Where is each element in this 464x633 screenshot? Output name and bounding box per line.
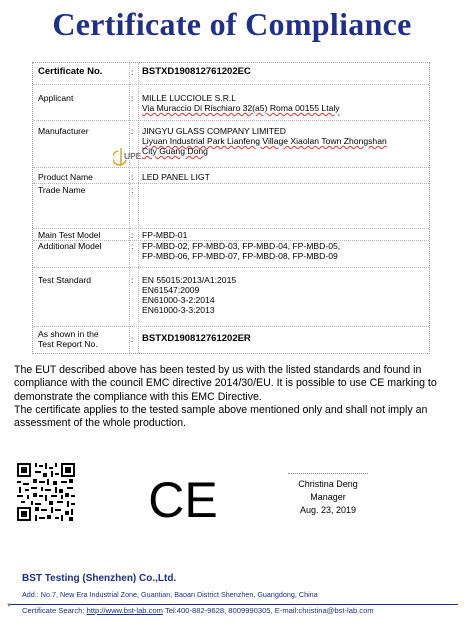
certificate-search-link[interactable]: http://www.bst-lab.com [86,606,163,615]
footer-tel: Tel:400-882-9628, 8009990305, [164,606,273,615]
label-additional-model: Additional Model [38,241,102,251]
footer-address: Add.: No.7, New Era Industrial Zone, Guantian, Baoan District Shenzhen, Guangdong, China [22,590,318,599]
value-applicant-address: Via Muraccio Di Rischiaro 32(a5) Roma 00155 Ltaly [142,103,340,113]
certificate-search-label: Certificate Search: [22,606,85,615]
upe-logo-text: UPE [124,151,142,161]
statement-paragraph-1: The EUT described above has been tested by us with the listed standards and found in compliance with the council EMC directive 2014/30/EU. It is possible to use CE marking to demonstrate the compliance with this EMC Directive. [14,364,437,403]
value-test-standard-2: EN61547:2009 [142,285,200,295]
value-test-standard-3: EN61000-3-2:2014 [142,295,215,305]
label-product-name: Product Name [38,172,93,182]
signature-date: Aug. 23, 2019 [299,505,357,515]
value-manufacturer-address-2: City Guang Dong [142,146,208,156]
footer-email: E-mail:christina@bst-lab.com [274,606,374,615]
footer-divider [8,604,458,605]
label-main-test-model: Main Test Model [38,230,101,240]
value-product-name: LED PANEL LIGT [142,172,210,182]
column-divider [138,63,139,353]
signatory-role: Manager [310,492,346,502]
compliance-statement [14,364,444,430]
label-test-report-2: Test Report No. [38,339,98,349]
signature-line [288,473,368,474]
value-main-test-model: FP-MBD-01 [142,230,188,240]
upe-logo [113,142,153,168]
value-test-report-no: BSTXD190812761202ER [142,333,251,344]
certificate-title: Certificate of Compliance [52,6,412,42]
ce-mark [145,473,221,525]
value-certificate-no: BSTXD190812761202EC [142,66,251,77]
footer-contact [22,606,374,615]
value-additional-model-2: FP-MBD-06, FP-MBD-07, FP-MBD-08, FP-MBD-09 [142,251,338,261]
ce-mark-text: CE [148,473,218,525]
label-manufacturer: Manufacturer [38,126,89,136]
signatory-name: Christina Deng [298,479,358,489]
value-applicant-name: MILLE LUCCIOLE S.R.L [142,93,237,103]
label-certificate-no: Certificate No. [38,66,103,77]
value-manufacturer-address-1: Liyuan Industrial Park Lianfeng Village Xiaolan Town Zhongshan [142,136,387,146]
qr-code [17,463,75,521]
value-additional-model-1: FP-MBD-02, FP-MBD-03, FP-MBD-04, FP-MBD-05, [142,241,341,251]
column-divider [129,63,130,353]
label-trade-name: Trade Name [38,185,86,195]
footer-company: BST Testing (Shenzhen) Co.,Ltd. [22,573,177,584]
label-test-report-1: As shown in the [38,329,99,339]
value-manufacturer-name: JINGYU GLASS COMPANY LIMITED [142,126,286,136]
label-test-standard: Test Standard [38,275,92,285]
value-test-standard-1: EN 55015:2013/A1:2015 [142,275,237,285]
statement-paragraph-2: The certificate applies to the tested sample above mentioned only and shall not imply an assessment of the whole production. [14,403,428,430]
signature-block [268,473,388,517]
certificate-details-table: Certificate No. : BSTXD190812761202EC Applicant : MILLE LUCCIOLE S.R.L Via Muraccio Di Rischiaro 32(a5) Roma 00155 Ltaly Manufacturer : JINGYU GLASS COMPANY LIMITED Liyuan Industrial Park Lianfeng Village Xiaolan Town Zhongshan City Guang Dong Product Name : LED PANEL LIGT Trade Name : Main Test Model : FP-MBD-01 Additional Model : FP-MBD-02, FP-MBD-03, FP-MBD-04, FP-MBD-05, FP-MBD-06, FP-MBD-07, FP-MBD-08, FP-MBD-09 Test Standard : EN 55015:2013/A1:2015 EN61547:2009 EN61000-3-2:2014 EN61000-3-3:2013 As shown in the Test Report No. : BSTXD190812761202ER [32,62,430,354]
label-applicant: Applicant [38,93,74,103]
value-test-standard-4: EN61000-3-3:2013 [142,305,215,315]
corner-arrow-icon: ▼ [6,603,12,609]
